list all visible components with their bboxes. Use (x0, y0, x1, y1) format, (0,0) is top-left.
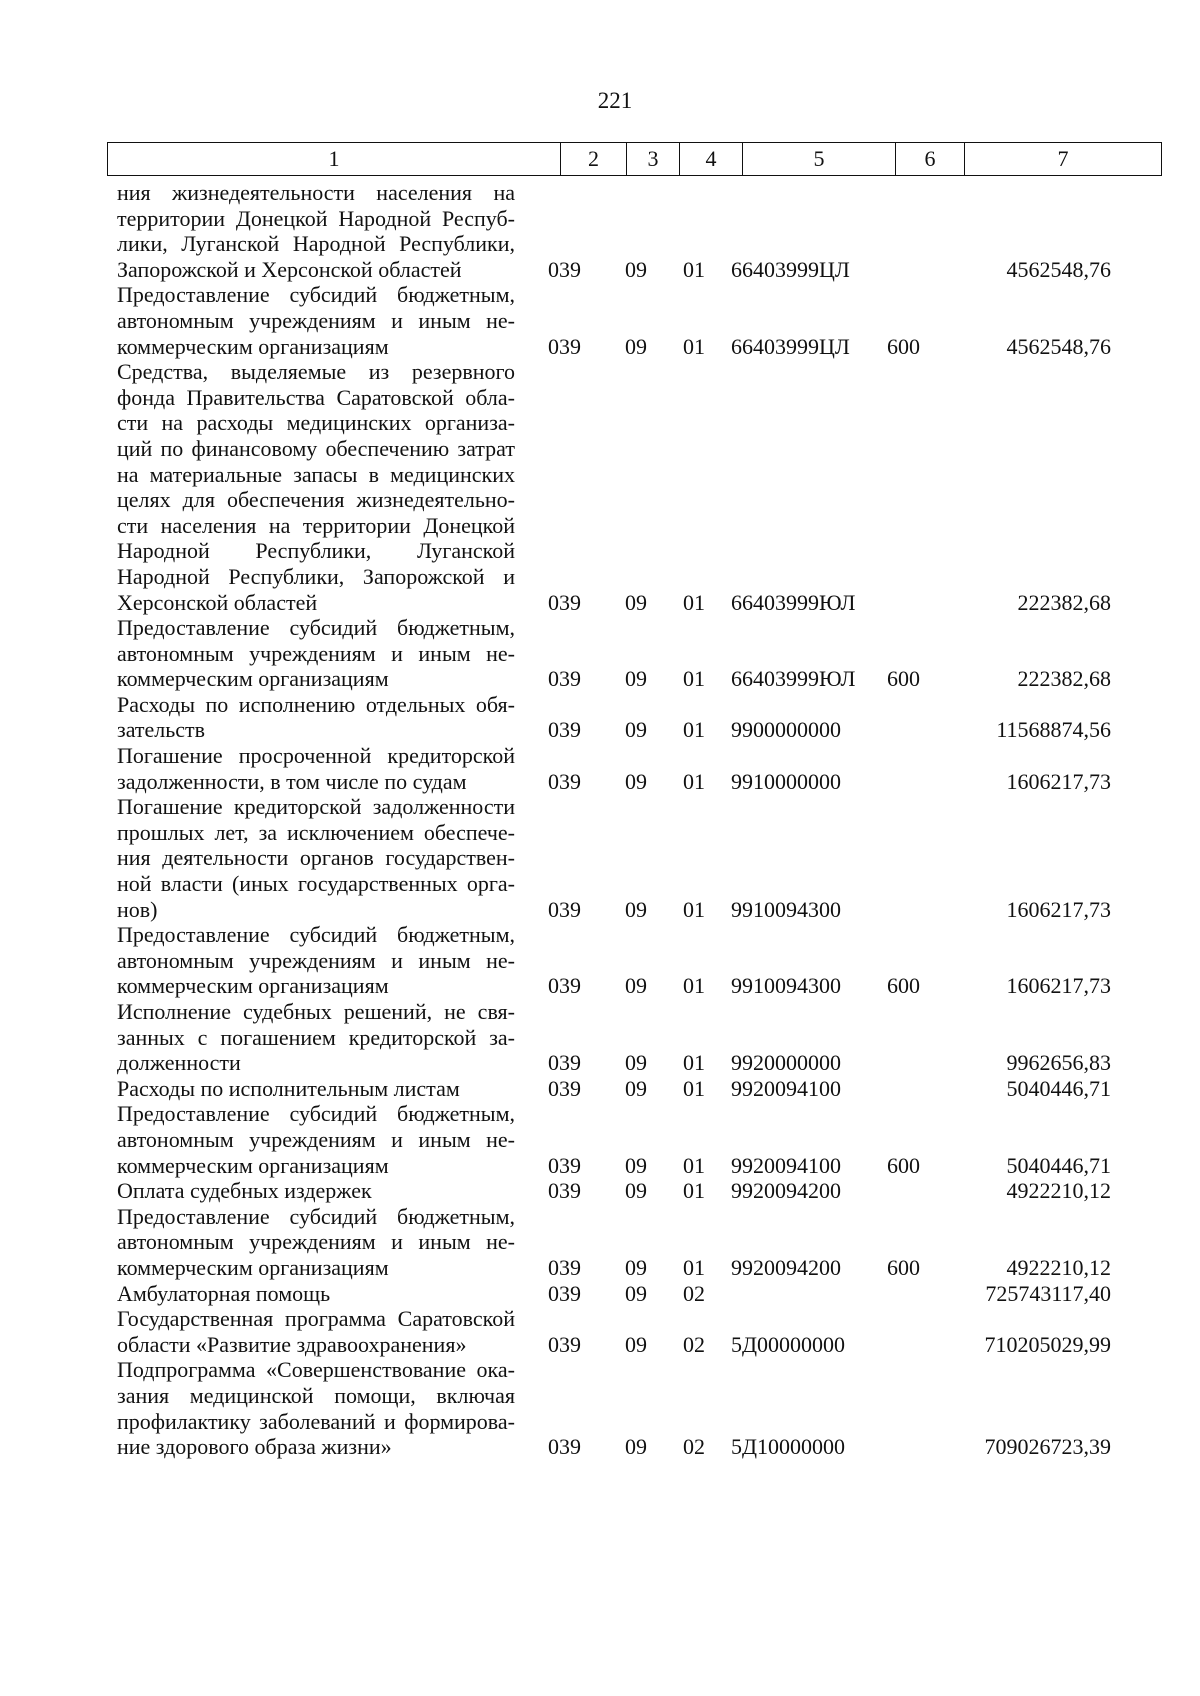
cell-col-5: 9900000000 (731, 717, 841, 743)
cell-col-5: 9910094300 (731, 973, 841, 999)
cell-col-7: 5040446,71 (1006, 1075, 1111, 1101)
description-line: автономным учреждениям и иным не- (117, 640, 515, 666)
header-col-1: 1 (108, 143, 561, 175)
description-line: Оплата судебных издержек (117, 1178, 372, 1204)
table-row (117, 359, 1177, 615)
cell-col-7: 4922210,12 (1006, 1178, 1111, 1204)
description-line: области «Развитие здравоохранения» (117, 1331, 467, 1357)
table-row (117, 615, 1177, 692)
description-line: коммерческим организациям (117, 333, 389, 359)
table-row (117, 180, 1177, 282)
cell-col-7: 9962656,83 (1006, 1050, 1111, 1076)
row-description (117, 1281, 515, 1307)
description-line: Херсонской областей (117, 589, 318, 615)
description-line: автономным учреждениям и иным не- (117, 1126, 515, 1152)
table-header (107, 142, 1162, 176)
description-line: лики, Луганской Народной Республики, (117, 231, 515, 257)
cell-col-2: 039 (548, 1178, 581, 1204)
cell-col-2: 039 (548, 589, 581, 615)
table-row (117, 922, 1177, 999)
cell-col-5: 9920094200 (731, 1178, 841, 1204)
cell-col-5: 66403999ЦЛ (731, 333, 850, 359)
description-line: прошлых лет, за исключением обеспече- (117, 819, 515, 845)
cell-col-3: 09 (625, 1050, 647, 1076)
header-col-7: 7 (1057, 146, 1069, 171)
cell-col-7: 1606217,73 (1006, 896, 1111, 922)
cell-col-4: 01 (683, 717, 705, 743)
table-row (117, 999, 1177, 1076)
cell-col-7: 222382,68 (1017, 589, 1111, 615)
description-line: Государственная программа Саратовской (117, 1306, 515, 1332)
description-line: автономным учреждениям и иным не- (117, 947, 515, 973)
description-line: Погашение кредиторской задолженности (117, 794, 515, 820)
cell-col-4: 01 (683, 1178, 705, 1204)
table-row (117, 1281, 1177, 1307)
cell-col-4: 01 (683, 333, 705, 359)
table-row (117, 1306, 1177, 1357)
row-description (117, 282, 515, 359)
cell-col-3: 09 (625, 1152, 647, 1178)
cell-col-3: 09 (625, 768, 647, 794)
description-line: коммерческим организациям (117, 1152, 389, 1178)
description-line: целях для обеспечения жизнедеятельно- (117, 487, 515, 513)
cell-col-2: 039 (548, 666, 581, 692)
cell-col-2: 039 (548, 1331, 581, 1357)
row-description (117, 1101, 515, 1178)
cell-col-5: 66403999ЮЛ (731, 589, 856, 615)
row-description (117, 692, 515, 743)
description-line: Предоставление субсидий бюджетным, (117, 282, 515, 308)
description-line: задолженности, в том числе по судам (117, 768, 467, 794)
cell-col-7: 1606217,73 (1006, 768, 1111, 794)
description-line: Предоставление субсидий бюджетным, (117, 922, 515, 948)
cell-col-5: 9910094300 (731, 896, 841, 922)
table-row (117, 743, 1177, 794)
cell-col-7: 4922210,12 (1006, 1254, 1111, 1280)
row-description (117, 1204, 515, 1281)
description-line: зания медицинской помощи, включая (117, 1382, 515, 1408)
cell-col-5: 5Д00000000 (731, 1331, 846, 1357)
cell-col-4: 02 (683, 1280, 705, 1306)
cell-col-7: 5040446,71 (1006, 1152, 1111, 1178)
cell-col-2: 039 (548, 717, 581, 743)
cell-col-6: 600 (887, 333, 920, 359)
header-col-5: 5 (743, 143, 896, 175)
cell-col-2: 039 (548, 768, 581, 794)
cell-col-5: 9920094200 (731, 1254, 841, 1280)
cell-col-7: 709026723,39 (984, 1434, 1111, 1460)
cell-col-5: 5Д10000000 (731, 1434, 846, 1460)
cell-col-4: 01 (683, 256, 705, 282)
description-line: ций по финансовому обеспечению затрат (117, 435, 515, 461)
description-line: автономным учреждениям и иным не- (117, 307, 515, 333)
description-line: коммерческим организациям (117, 1254, 389, 1280)
cell-col-3: 09 (625, 256, 647, 282)
cell-col-2: 039 (548, 1050, 581, 1076)
row-description (117, 1178, 515, 1204)
description-line: сти населения на территории Донецкой (117, 512, 515, 538)
cell-col-6: 600 (887, 1152, 920, 1178)
row-description (117, 1076, 515, 1102)
description-line: зательств (117, 717, 206, 743)
description-line: сти на расходы медицинских организа- (117, 410, 515, 436)
description-line: ние здорового образа жизни» (117, 1434, 392, 1460)
description-line: автономным учреждениям и иным не- (117, 1229, 515, 1255)
cell-col-4: 01 (683, 666, 705, 692)
cell-col-2: 039 (548, 1254, 581, 1280)
description-line: профилактику заболеваний и формирова- (117, 1408, 515, 1434)
description-line: Расходы по исполнительным листам (117, 1075, 460, 1101)
cell-col-6: 600 (887, 973, 920, 999)
header-col-3: 3 (627, 143, 680, 175)
cell-col-7: 1606217,73 (1006, 973, 1111, 999)
cell-col-5: 9920094100 (731, 1075, 841, 1101)
cell-col-2: 039 (548, 1075, 581, 1101)
header-col-2: 2 (561, 143, 627, 175)
row-description (117, 180, 515, 282)
description-line: ния деятельности органов государствен- (117, 845, 515, 871)
cell-col-3: 09 (625, 1280, 647, 1306)
header-col-6: 6 (896, 143, 965, 175)
cell-col-4: 01 (683, 1152, 705, 1178)
cell-col-4: 01 (683, 1254, 705, 1280)
cell-col-3: 09 (625, 666, 647, 692)
cell-col-3: 09 (625, 1434, 647, 1460)
description-line: коммерческим организациям (117, 973, 389, 999)
description-line: нов) (117, 896, 158, 922)
table-row (117, 282, 1177, 359)
cell-col-3: 09 (625, 717, 647, 743)
cell-col-6: 600 (887, 1254, 920, 1280)
description-line: Предоставление субсидий бюджетным, (117, 1101, 515, 1127)
table-row (117, 794, 1177, 922)
table-row (117, 1178, 1177, 1204)
description-line: Расходы по исполнению отдельных обя- (117, 691, 515, 717)
cell-col-4: 01 (683, 973, 705, 999)
page-number: 221 (597, 88, 633, 113)
description-line: Подпрограмма «Совершенствование ока- (117, 1357, 515, 1383)
row-description (117, 999, 515, 1076)
cell-col-7: 4562548,76 (1006, 256, 1111, 282)
cell-col-3: 09 (625, 973, 647, 999)
description-line: ния жизнедеятельности населения на (117, 180, 515, 205)
cell-col-3: 09 (625, 1254, 647, 1280)
cell-col-7: 710205029,99 (984, 1331, 1111, 1357)
cell-col-6: 600 (887, 666, 920, 692)
description-line: фонда Правительства Саратовской обла- (117, 384, 515, 410)
row-description (117, 615, 515, 692)
description-line: коммерческим организациям (117, 666, 389, 692)
description-line: долженности (117, 1050, 241, 1076)
row-description (117, 1306, 515, 1357)
cell-col-2: 039 (548, 896, 581, 922)
cell-col-2: 039 (548, 333, 581, 359)
table-row (117, 1204, 1177, 1281)
cell-col-2: 039 (548, 1152, 581, 1178)
row-description (117, 922, 515, 999)
table-row (117, 1101, 1177, 1178)
header-col-4: 4 (680, 143, 743, 175)
cell-col-4: 01 (683, 896, 705, 922)
cell-col-3: 09 (625, 333, 647, 359)
row-description (117, 1357, 515, 1459)
cell-col-4: 02 (683, 1331, 705, 1357)
cell-col-5: 66403999ЮЛ (731, 666, 856, 692)
table-row (117, 1076, 1177, 1102)
description-line: Предоставление субсидий бюджетным, (117, 1203, 515, 1229)
cell-col-2: 039 (548, 1280, 581, 1306)
cell-col-2: 039 (548, 1434, 581, 1460)
cell-col-7: 11568874,56 (996, 717, 1111, 743)
row-description (117, 794, 515, 922)
cell-col-7: 4562548,76 (1006, 333, 1111, 359)
cell-col-5: 9920000000 (731, 1050, 841, 1076)
cell-col-5: 9920094100 (731, 1152, 841, 1178)
cell-col-3: 09 (625, 1075, 647, 1101)
description-line: занных с погашением кредиторской за- (117, 1024, 515, 1050)
cell-col-7: 725743117,40 (985, 1280, 1111, 1306)
cell-col-7: 222382,68 (1017, 666, 1111, 692)
cell-col-4: 02 (683, 1434, 705, 1460)
description-line: Народной Республики, Луганской (117, 538, 515, 564)
description-line: Запорожской и Херсонской областей (117, 256, 462, 282)
table-body (117, 180, 1177, 1460)
cell-col-3: 09 (625, 896, 647, 922)
cell-col-5: 9910000000 (731, 768, 841, 794)
description-line: Средства, выделяемые из резервного (117, 359, 515, 385)
table-row (117, 692, 1177, 743)
description-line: Амбулаторная помощь (117, 1280, 331, 1306)
description-line: Народной Республики, Запорожской и (117, 563, 515, 589)
cell-col-3: 09 (625, 589, 647, 615)
cell-col-2: 039 (548, 256, 581, 282)
cell-col-4: 01 (683, 1075, 705, 1101)
cell-col-2: 039 (548, 973, 581, 999)
row-description (117, 359, 515, 615)
description-line: Исполнение судебных решений, не свя- (117, 999, 515, 1024)
cell-col-3: 09 (625, 1331, 647, 1357)
row-description (117, 743, 515, 794)
cell-col-4: 01 (683, 589, 705, 615)
description-line: Погашение просроченной кредиторской (117, 743, 515, 769)
cell-col-5: 66403999ЦЛ (731, 256, 850, 282)
cell-col-4: 01 (683, 1050, 705, 1076)
cell-col-4: 01 (683, 768, 705, 794)
description-line: Предоставление субсидий бюджетным, (117, 615, 515, 641)
cell-col-3: 09 (625, 1178, 647, 1204)
table-row (117, 1357, 1177, 1459)
description-line: ной власти (иных государственных орга- (117, 871, 515, 897)
description-line: на материальные запасы в медицинских (117, 461, 515, 487)
description-line: территории Донецкой Народной Респуб- (117, 205, 515, 231)
